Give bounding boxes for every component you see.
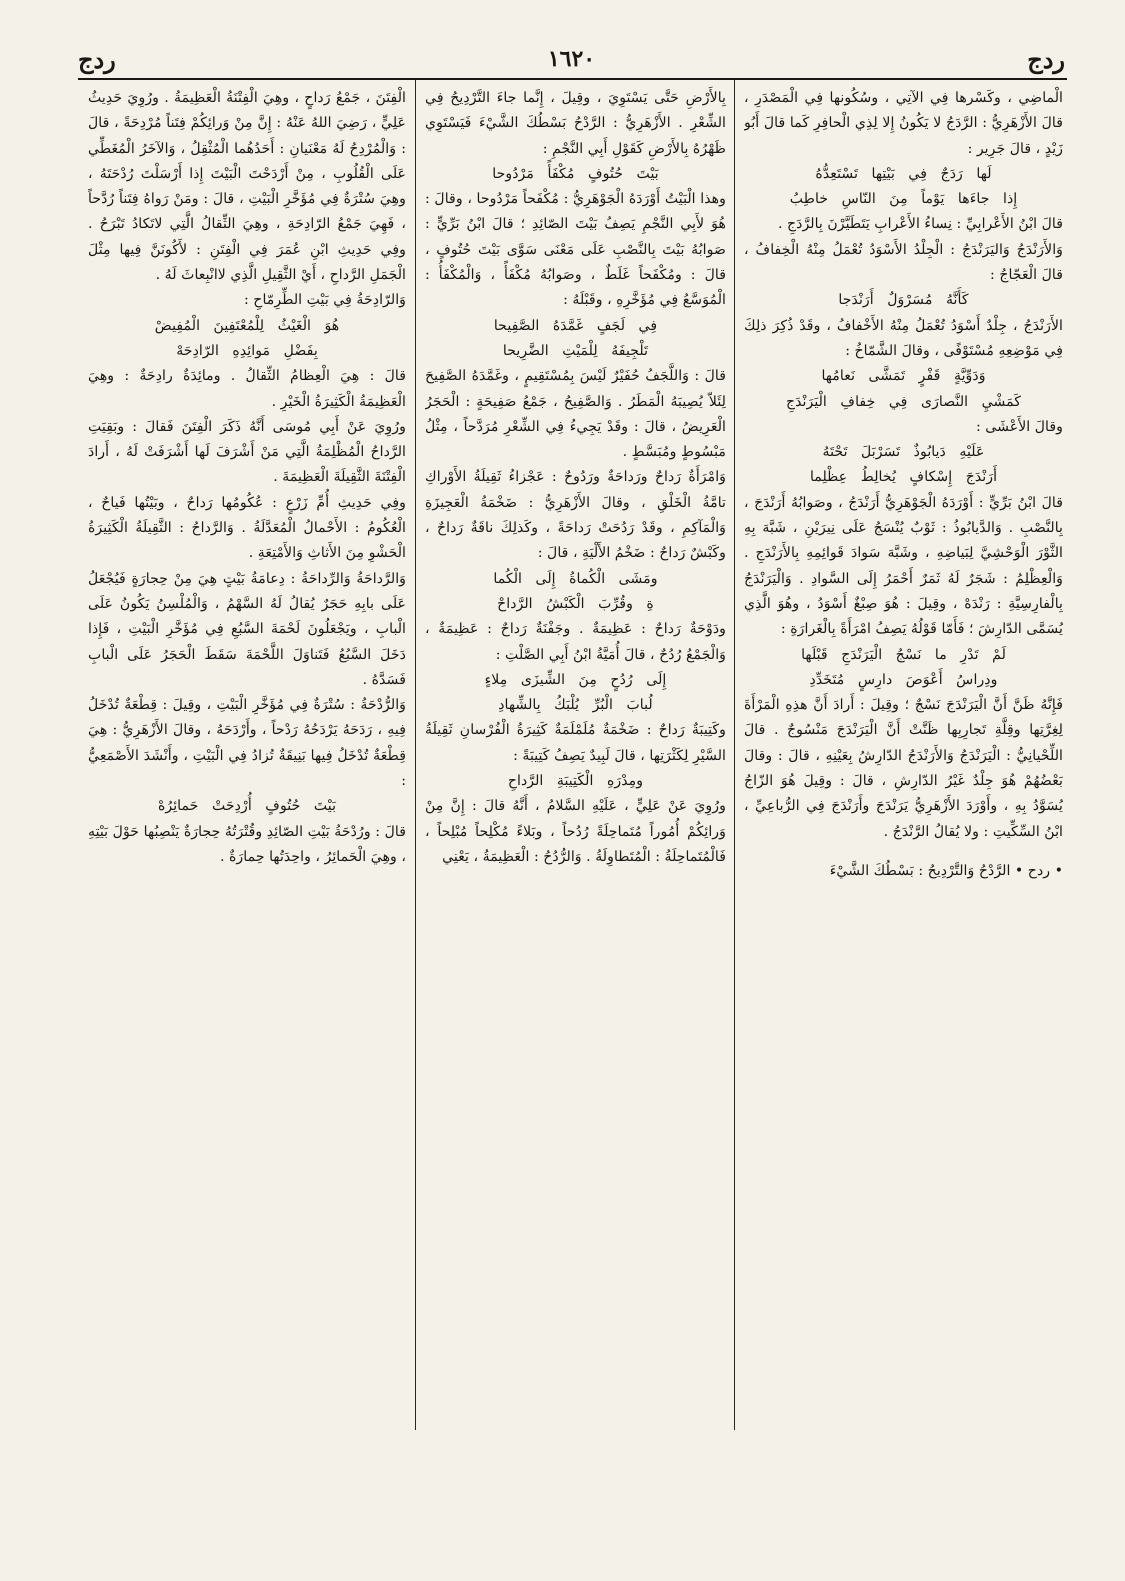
verse-line: لَها رَدَجٌ فِي بَيْتِها تَسْتَعِدُّهُ (815, 165, 992, 182)
column-divider (734, 80, 735, 1430)
page-header (78, 40, 1065, 78)
verse-line: كَمَشْيِ النَّصارَى فِي خِفافِ الْيَرَنْدَجِ (785, 393, 1022, 410)
paragraph: قالَ : ورُدْحَةُ بَيْتِ الصّائِدِ وقُتْرَتُهُ حِجارَةٌ يَنْصِبُها حَوْلَ بَيْتِهِ ، وهِيَ الْحَمائِرُ ، واحِدَتُها حِمارَةٌ . (88, 823, 406, 865)
paragraph: وَالأَرَنْدَجُ وَاليَرَنْدَجُ : الْجِلْدُ الأَسْوَدُ تُعْمَلُ مِنْهُ الْخِفافُ ، قالَ الْعَجّاجُ : (744, 241, 1063, 284)
verse-line: ومَشَى الْكُماةُ إِلَى الْكُما (493, 570, 658, 587)
verse-line: وَدَوِّيَّةٍ قَفْرٍ تَمَشَّى نَعامُها (821, 368, 986, 385)
verse-line: هُوَ الْغَيْثُ لِلْمُعْتَفِينَ الْمُفِيضْ (154, 317, 340, 334)
text-column-middle (425, 86, 726, 870)
paragraph: وكَتِيبَةٌ رَداحٌ : ضَخْمَةٌ مُلَمْلَمَةٌ كَثِيرَةُ الْفُرْسانِ ثَقِيلَةُ السَّيْرِ لِكَثْرَتِها ، قالَ لَبِيدٌ يَصِفُ كَتِيبَةً : (425, 722, 726, 764)
paragraph: الْماضِي ، وكَسْرها فِي الآتِي ، وسُكُونها فِي الْمَصْدَرِ ، قالَ الأَزْهَرِيُّ : الرَّدَجُ لا يَكُونُ إِلا لِذِي الْحافِرِ كَما قالَ أَبُو زَيْدٍ ، قالَ جَرِير : (744, 90, 1063, 157)
paragraph: وَالرَّداحَةُ وَالرِّداحَةُ : دِعامَةُ بَيْتٍ هِيَ مِنْ حِجارَةٍ فَيُجْعَلُ عَلَى بابِهِ حَجَرٌ يُقالُ لَهُ السَّهْمُ ، وَالْمُلْسِنُ يَكُونُ عَلَى الْبابِ ، ويَجْعَلُونَ لَحْمَةَ السَّبُعِ فِي مُؤَخَّرِ الْبَيْتِ ، فَإِذا دَخَلَ السَّبُعُ فَتَناوَلَ اللَّحْمَةَ سَقَطَ الْحَجَرُ عَلَى الْبابِ فَسَدَّهُ . (88, 570, 406, 688)
paragraph: وَالرُّدْحَةُ : سُتْرَةٌ فِي مُؤَخَّرِ الْبَيْتِ ، وقِيلَ : قِطْعَةٌ تُدْخَلُ فِيهِ ، رَدَحَهُ يَرْدَحُهُ رَدْحاً ، وأَرْدَحَهُ ، وقالَ الأَزْهَرِيُّ : هِيَ قِطْعَةٌ تُدْخَلُ فِيها بَنِيقَةٌ تُزادُ فِي الْبَيْتِ ، وأَنْشَدَ الأَصْمَعِيُّ : (88, 697, 406, 790)
entry-heading-radh: • ردح • الرَّدْحُ وَالتَّرْدِيحُ : بَسْطُكَ الشَّيْءَ (829, 862, 1063, 879)
paragraph: وفِي حَدِيثِ أُمِّ زَرْعٍ : عُكُومُها رَداحٌ ، وبَيْتُها فَياحٌ ، الْعُكُومُ : الأَحْمالُ الْمُعَدَّلَةُ . وَالرَّداحُ : الثَّقِيلَةُ الْكَثِيرَةُ الْحَشْوِ مِنَ الأَثاثِ وَالأَمْتِعَةِ . (88, 494, 406, 562)
verse-line: لَمْ تَدْرِ ما نَسْجُ الْيَرَنْدَجِ قَبْلَها (801, 646, 1006, 663)
header-rule (78, 78, 1067, 80)
paragraph: ورُوِيَ عَنْ عَلِيٍّ ، عَلَيْهِ السَّلامُ ، أَنَّهُ قالَ : إِنَّ مِنْ وَرائِكُمْ أُمُوراً مُتَماحِلَةً رُدُحاً ، وبَلاءً مُكْلِحاً مُبْلِحاً ، فَالْمُتَماحِلَةُ : الْمُتَطاوِلَةُ . وَالرُّدُحُ : الْعَظِيمَةُ ، يَعْنِي (425, 798, 726, 865)
header-root-word-left: ردج (78, 44, 116, 74)
verse-line: إِذا جاءَها يَوْماً مِنَ النّاسِ خاطِبُ (789, 191, 1018, 208)
column-divider (415, 80, 416, 1430)
verse-line: عَلَيْهِ دَيابُوذٌ تَسَرْبَلَ تَحْتَهُ (822, 444, 985, 461)
verse-line: فِي لَجَفٍ غَمَّدَهُ الصَّفِيحا (493, 317, 658, 334)
verse-line: ةِ وقُرِّبَ الْكَبْشُ الرَّداحْ (497, 595, 654, 612)
text-column-left (88, 86, 406, 870)
verse-line: ودِراسُ أَعْوَصَ دارِسٍ مُتَخَدِّدِ (809, 671, 998, 688)
paragraph: وَالرّادِحَةُ فِي بَيْتِ الطِّرِمّاحِ : (244, 292, 406, 309)
paragraph: قالَ : هِيَ الْعِظامُ الثِّقالُ . ومائِدَةٌ رادِحَةٌ : وهِيَ الْعَظِيمَةُ الْكَثِيرَةُ الْخَيْرِ . (88, 368, 406, 410)
paragraph: ورُوِيَ عَنْ أَبِي مُوسَى أَنَّهُ ذَكَرَ الْفِتَنَ فَقالَ : وبَقِيَتِ الرَّداحُ الْمُظْلِمَةُ الَّتِي مَنْ أَشْرَفَ لَها أَشْرَفَتْ لَهُ ، أَرادَ الْفِتْنَةَ الثَّقِيلَةَ الْعَظِيمَةَ . (88, 418, 406, 486)
verse-line: بَيْتَ حُتُوفٍ أُرْدِحَتْ حَمائِرُهْ (157, 798, 337, 815)
verse-line: أَرَنْدَجَ إِسْكافٍ يُخالِطُ عِظْلِما (809, 469, 998, 486)
verse-line: بَيْتَ حُتُوفٍ مُكْفَأً مَرْدُوحا (492, 165, 659, 182)
paragraph: ودَوْحَةٌ رَداحٌ : عَظِيمَةٌ . وجَفْنَةٌ رَداحٌ : عَظِيمَةٌ ، وَالْجَمْعُ رُدُحٌ ، قالَ أُمَيَّةُ ابْنُ أَبِي الصَّلْتِ : (425, 621, 726, 663)
paragraph: وهذا الْبَيْتُ أَوْرَدَهُ الْجَوْهَرِيُّ : مُكْفَحاً مَرْدُوحا ، وقالَ : هُوَ لأَبِي النَّجْمِ يَصِفُ بَيْتَ الصّائِدِ ؛ قالَ ابْنُ بَرِّيٍّ : صَوابُهُ بَيْتَ بِالنَّصْبِ عَلَى مَعْنَى سَوَّى بَيْتَ حُتُوفٍ ، قالَ : ومُكْفَحاً غَلَطٌ ، وصَوابُهُ مُكْفَأً ، وَالْمُكْفَأُ : الْمُوَسَّعُ فِي مُؤَخَّرِهِ ، وقَبْلَهُ : (425, 191, 726, 309)
header-root-word-right: ردج (1027, 44, 1065, 74)
paragraph: فَإِنَّهُ ظَنَّ أَنَّ الْيَرَنْدَجَ نَسْجٌ ؛ وقِيلَ : أَرادَ أَنَّ هذِهِ الْمَرْأَةَ لِغِرَّتِها وقِلَّةِ تَجارِبِها ظَنَّتْ أَنَّ الْيَرَنْدَجَ مَنْسُوجٌ . قالَ اللِّحْيانِيُّ : الْيَرَنْدَجُ وَالأَرَنْدَجُ الدّارِشُ بِعَيْنِهِ ، قالَ : وقالَ بَعْضُهُمْ هُوَ جِلْدٌ غَيْرُ الدّارِشِ ، قالَ : وقِيلَ هُوَ الزّاجُ يُسَوَّدُ بِهِ ، وأَوْرَدَ الأَزْهَرِيُّ يَرَنْدَجَ وأَرَنْدَجَ فِي الرُّباعِيِّ ، ابْنُ السِّكِّيتِ : ولا يُقالُ الرَّنْدَجُ . (744, 697, 1063, 840)
verse-line: ومِدْرَهِ الْكَتِيبَةِ الرَّداحِ (507, 773, 644, 790)
text-column-right (744, 86, 1063, 884)
paragraph: قالَ : وَاللَّجَفُ حُفَيْرٌ لَيْسَ بِمُسْتَقِيمٍ ، وغَمَّدَهُ الصَّفِيحَ لِئَلاّ يُصِيبَهُ الْمَطَرُ . وَالصَّفِيحُ ، جَمْعُ صَفِيحَةٍ : الْحَجَرُ الْعَرِيضُ ، قالَ : وقَدْ يَجِيءُ فِي الشِّعْرِ مُرَدَّحاً ، مِثْلُ مَبْسُوطٍ ومُبَسَّطٍ . (425, 368, 726, 461)
verse-line: بِفَضْلِ مَوائِدِهِ الرّادِحَهْ (176, 342, 318, 359)
paragraph: قالَ ابْنُ الأَعْرابِيِّ : نِساءُ الأَعْرابِ يَتَطَيَّرْنَ بِالرَّدَجِ . (777, 216, 1063, 233)
page-number: ١٦٢٠ (547, 46, 596, 72)
paragraph: وَامْرَأَةٌ رَداحٌ ورَداحَةٌ ورَدُوحٌ : عَجْزاءُ ثَقِيلَةُ الأَوْراكِ تامَّةُ الْخَلْقِ ، وقالَ الأَزْهَرِيُّ : ضَخْمَةُ الْعَجِيزَةِ وَالْمَآكِمِ ، وقَدْ رَدُحَتْ رَداحَةً ، وكَذلِكَ ناقَةٌ رَداحٌ ، وكَبْشٌ رَداحٌ : ضَخْمُ الأَلْيَةِ ، قالَ : (425, 469, 726, 562)
verse-line: إِلَى رُدُحٍ مِنَ الشِّيزَى مِلاءٍ (484, 671, 667, 688)
verse-line: تَلْجِيفَهُ لِلْمَيْتِ الضَّرِيحا (502, 342, 649, 359)
paragraph: قالَ ابْنُ بَرِّيٍّ : أَوْرَدَهُ الْجَوْهَرِيُّ أَرَنْدَجُ ، وصَوابُهُ أَرَنْدَجَ ، بِالنَّصْبِ . وَالدَّيابُوذُ : ثَوْبٌ يُنْسَجُ عَلَى نِيرَيْنِ ، شَبَّهَ بِهِ الثَّوْرَ الْوَحْشِيَّ لِبَياضِهِ ، وشَبَّهَ سَوادَ قَوائِمِهِ بِالأَرَنْدَجِ . وَالْعِظْلِمُ : شَجَرٌ لَهُ ثَمَرٌ أَحْمَرُ إِلَى السَّوادِ . وَالْيَرَنْدَجُ بِالْفارِسِيَّةِ : رَنْدَهْ ، وقِيلَ : هُوَ صِبْغٌ أَسْوَدُ ، وهُوَ الَّذِي يُسَمَّى الدّارِشَ ؛ فَأَمّا قَوْلُهُ يَصِفُ امْرَأَةً بِالْغَرارَةِ : (744, 494, 1063, 638)
paragraph: الْفِتَنَ ، جَمْعُ رَداحٍ ، وهِيَ الْفِتْنَةُ الْعَظِيمَةُ . ورُوِيَ حَدِيثُ عَلِيٍّ ، رَضِيَ اللهُ عَنْهُ : إِنَّ مِنْ وَرائِكُمْ فِتَناً مُرْدِحَةً ، قالَ : وَالْمُرْدِحُ لَهُ مَعْنَيانِ : أَحَدُهُما الْمُثْقِلُ ، وَالآخَرُ الْمُغَطِّي عَلَى الْقُلُوبِ ، مِنْ أَرْدَحْتَ الْبَيْتَ إِذا أَرْسَلْتَ رُدْحَتَهُ ، وهِيَ سُتْرَةٌ فِي مُؤَخَّرِ الْبَيْتِ ، قالَ : ومَنْ رَواهُ فِتَناً رُدَّحاً ، فَهِيَ جَمْعُ الرّادِحَةِ ، وهِيَ الثِّقالُ الَّتِي لاتَكادُ تَبْرَحُ . وفِي حَدِيثِ ابْنِ عُمَرَ فِي الْفِتَنِ : لأَكُونَنَّ فِيها مِثْلَ الْجَمَلِ الرَّداحِ ، أَيْ الثَّقِيلِ الَّذِي لاانْبِعاثَ لَهُ . (88, 90, 406, 284)
verse-line: كَأَنَّهُ مُسَرْوَلٌ أَرَنْدَجا (838, 292, 969, 309)
paragraph: وقالَ الأَعْشَى : (975, 418, 1063, 435)
paragraph: بِالأَرْضِ حَتَّى يَسْتَوِيَ ، وقِيلَ ، إِنَّما جاءَ التَّرْدِيحُ فِي الشِّعْرِ . الأَزْهَرِيُّ : الرَّدْحُ بَسْطُكَ الشَّيْءَ فَيَسْتَوِي ظَهْرُهُ بِالأَرْضِ كَقَوْلِ أَبِي النَّجْمِ : (425, 90, 726, 157)
verse-line: لُبابَ الْبُرِّ يُلْبَكُ بِالشِّهادِ (498, 697, 653, 714)
paragraph: الأَرَنْدَجُ ، جِلْدٌ أَسْوَدُ تُعْمَلُ مِنْهُ الأَخْفافُ ، وقَدْ ذُكِرَ ذلِكَ فِي مَوْضِعِهِ مُسْتَوْفًى ، وقالَ الشَّمّاخُ : (744, 317, 1063, 359)
